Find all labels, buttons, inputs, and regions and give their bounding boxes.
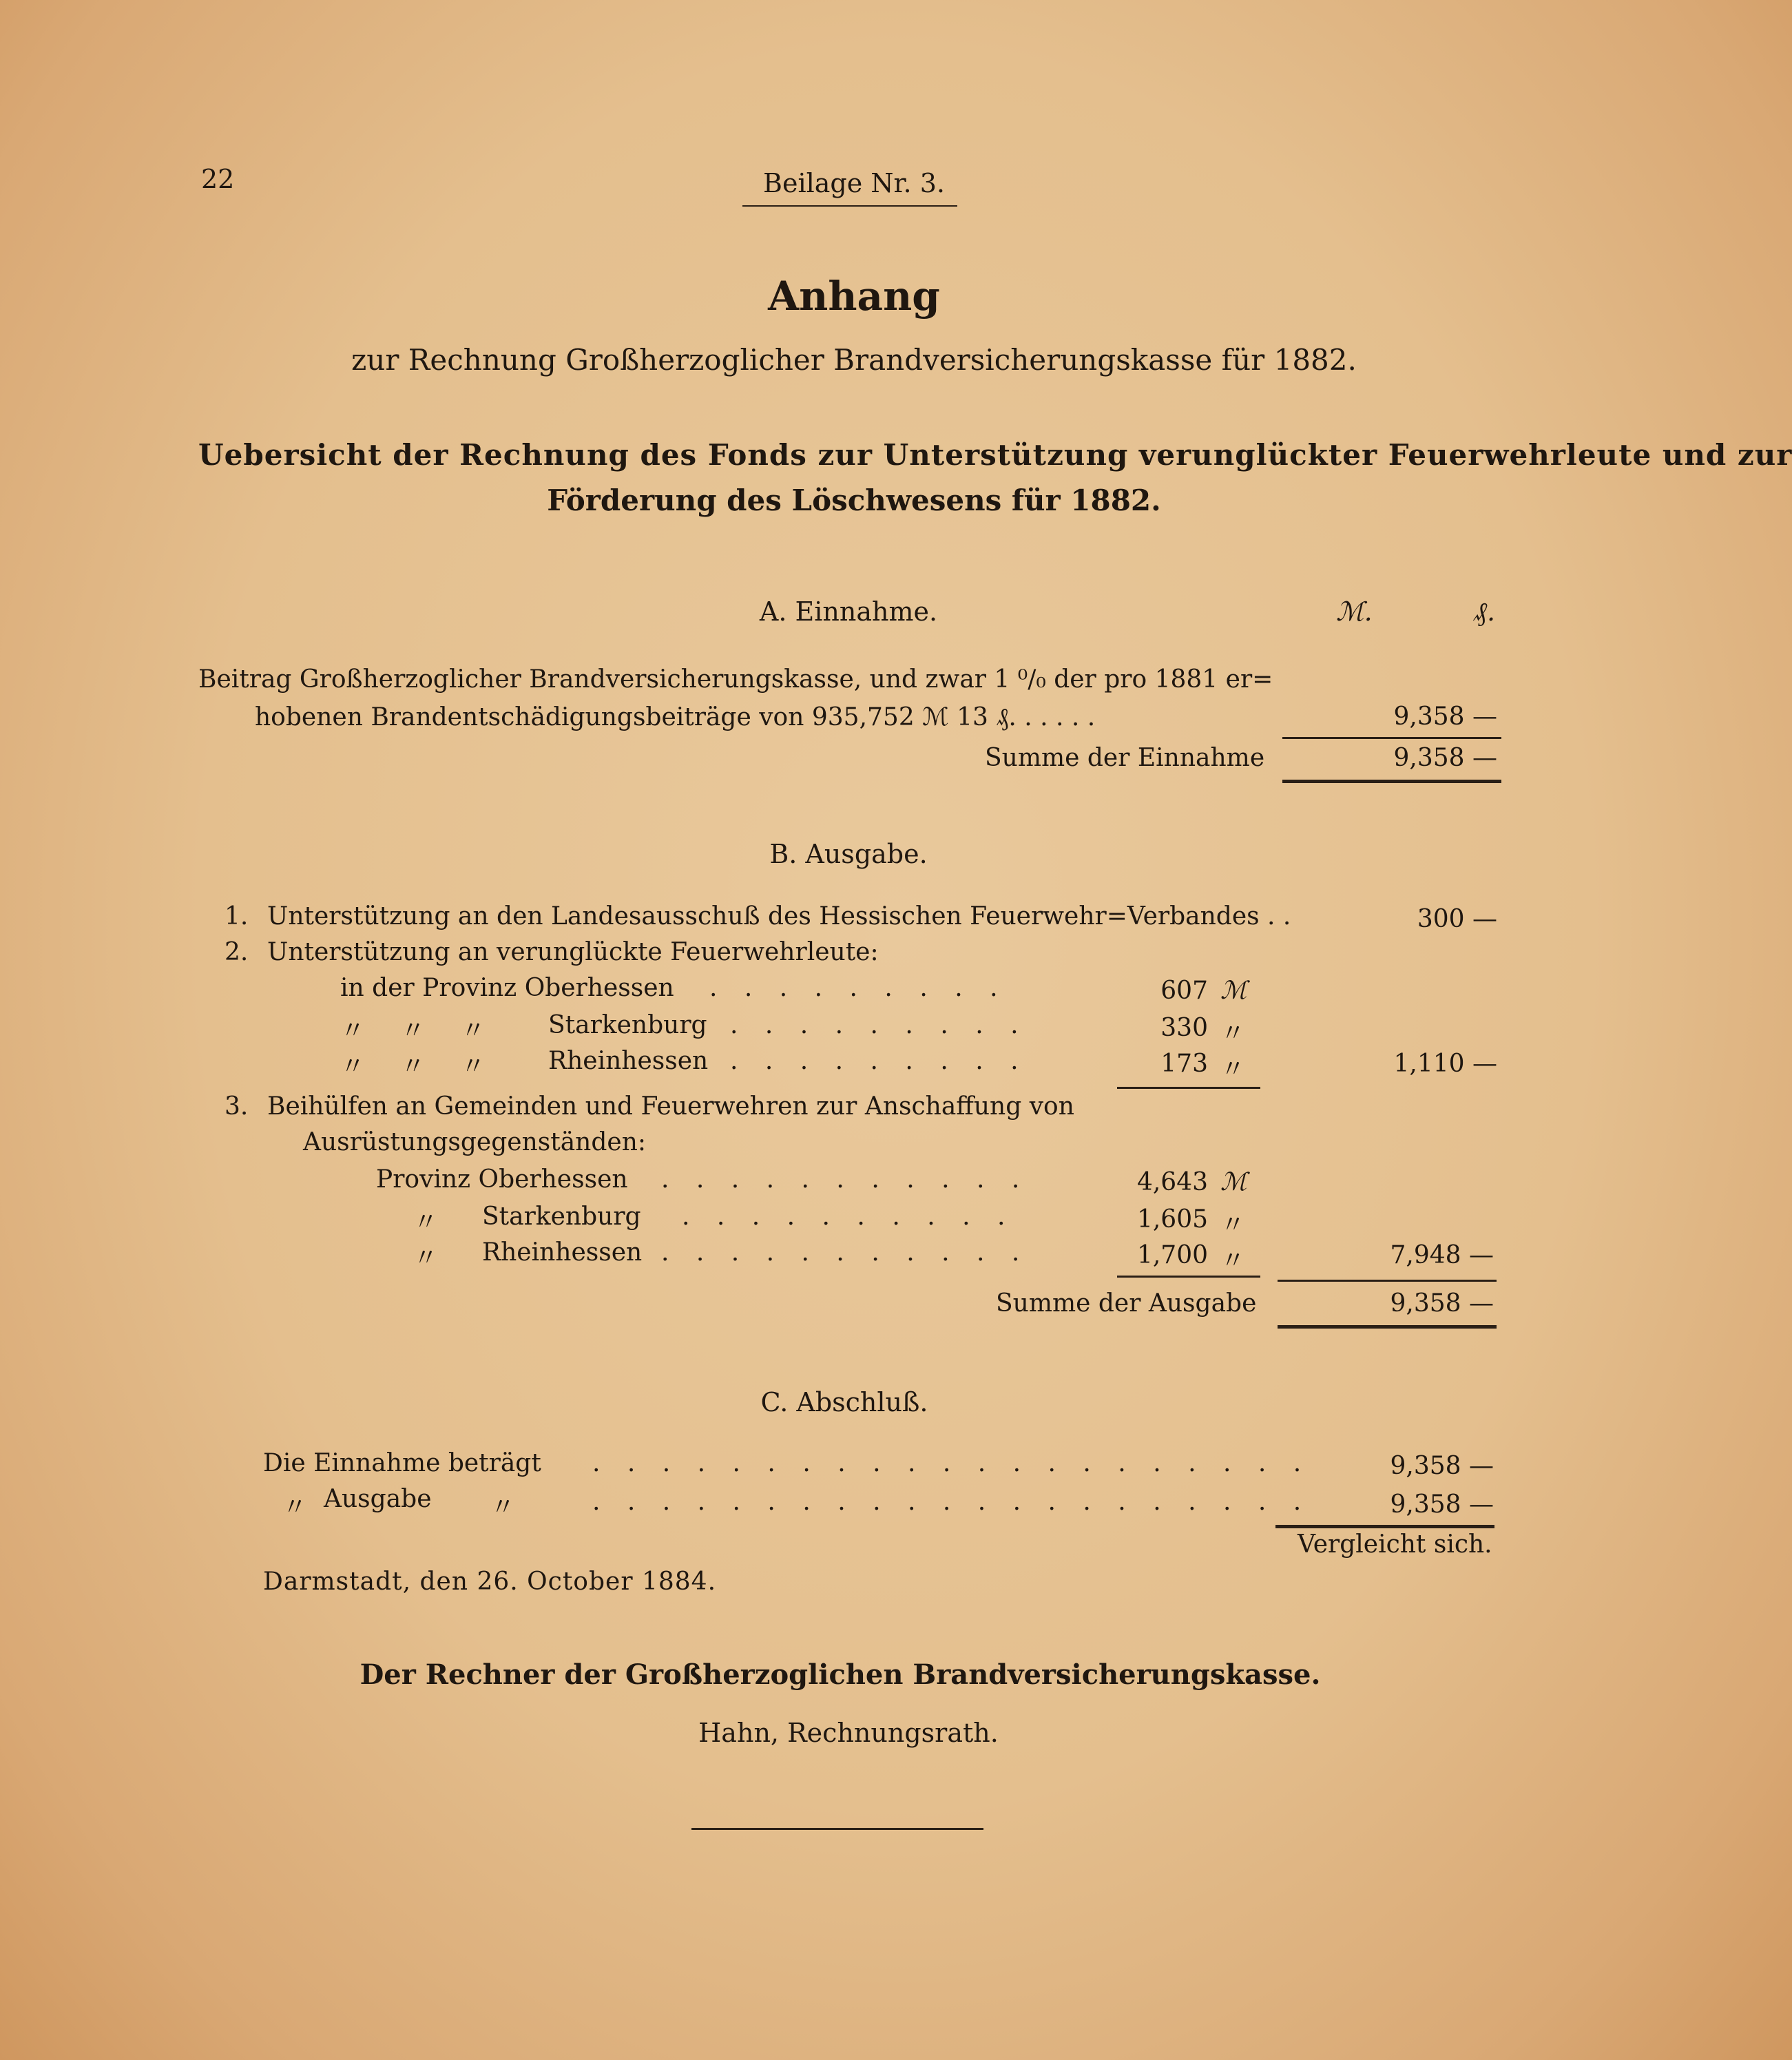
item-3-row-1-unit: ℳ: [1220, 1168, 1247, 1196]
item-3-rule: [1117, 1276, 1260, 1278]
income-amount: 9,358 —: [1393, 703, 1497, 731]
leader-dots: . . . . . . . . . . .: [661, 1238, 1030, 1267]
item-1-total: 300 —: [1417, 905, 1497, 933]
closing-row-1-amount: 9,358 —: [1390, 1452, 1494, 1480]
item-2-text: Unterstützung an verunglückte Feuerwehrleute:: [267, 938, 879, 966]
closing-row-2-label: Ausgabe: [324, 1485, 432, 1513]
main-title: Anhang: [768, 273, 940, 320]
item-2-rule: [1117, 1087, 1260, 1089]
item-2-row-2-ditto: 〃 〃 〃: [340, 1017, 486, 1045]
item-3-row-3-label: Rheinhessen: [482, 1238, 643, 1267]
page-number: 22: [201, 164, 235, 194]
item-3-text-line-2: Ausrüstungsgegenständen:: [303, 1128, 647, 1156]
closing-row-2-ditto-2: 〃: [490, 1493, 516, 1521]
closing-row-2-amount: 9,358 —: [1390, 1490, 1494, 1519]
expense-sum-amount: 9,358 —: [1390, 1289, 1494, 1318]
item-3-total: 7,948 —: [1390, 1241, 1494, 1269]
section-a-heading: A. Einnahme.: [759, 596, 938, 627]
subtitle: zur Rechnung Großherzoglicher Brandversicherungskasse für 1882.: [351, 343, 1357, 377]
signatory-title: Der Rechner der Großherzoglichen Brandversicherungskasse.: [360, 1658, 1321, 1691]
leader-dots: . . . . . . . . . . .: [661, 1165, 1030, 1194]
item-3-row-1-value: 4,643: [1136, 1168, 1208, 1196]
leader-dots: . . . . . . . . .: [730, 1011, 1028, 1039]
item-2-row-2-unit: 〃: [1220, 1019, 1246, 1048]
section-b-heading: B. Ausgabe.: [769, 839, 928, 869]
overview-line-1: Uebersicht der Rechnung des Fonds zur Unterstützung verunglückter Feuerwehrleute und zur: [198, 438, 1792, 472]
item-3-text-line-1: Beihülfen an Gemeinden und Feuerwehren zur Anschaffung von: [267, 1092, 1074, 1121]
overview-line-2: Förderung des Löschwesens für 1882.: [547, 483, 1161, 517]
item-2-row-3-label: Rheinhessen: [548, 1047, 709, 1075]
item-2-row-3-unit: 〃: [1220, 1055, 1246, 1083]
item-2-row-3-value: 173: [1160, 1050, 1208, 1078]
item-2-number: 2.: [225, 938, 249, 966]
item-3-row-3-unit: 〃: [1220, 1247, 1246, 1275]
column-pfennig-label: ₰.: [1474, 596, 1496, 627]
item-2-row-3-ditto: 〃 〃 〃: [340, 1052, 486, 1081]
item-3-row-2-label: Starkenburg: [482, 1203, 641, 1231]
leader-dots: . . . . . . . . .: [730, 1047, 1028, 1075]
income-sum-amount: 9,358 —: [1393, 744, 1497, 772]
item-2-row-2-value: 330: [1160, 1014, 1208, 1042]
leader-dots: . . . . . . . . . .: [682, 1203, 1015, 1231]
closing-row-1-label: Die Einnahme beträgt: [263, 1449, 541, 1477]
item-2-total: 1,110 —: [1393, 1050, 1497, 1078]
closing-row-2-ditto: 〃: [282, 1493, 308, 1521]
item-2-row-1-label: in der Provinz Oberhessen: [340, 974, 674, 1002]
signatory-name: Hahn, Rechnungsrath.: [698, 1718, 999, 1748]
leader-dots: . . . . . . . . . . . . . . . . . . . . .: [592, 1488, 1311, 1516]
item-3-row-2-unit: 〃: [1220, 1211, 1246, 1239]
leader-dots: . . . . . . . . .: [709, 974, 1008, 1002]
header-underline: [742, 205, 957, 207]
expense-rule: [1278, 1280, 1497, 1282]
income-sum-rule: [1282, 780, 1501, 783]
expense-sum-label: Summe der Ausgabe: [996, 1289, 1257, 1318]
item-2-row-1-value: 607: [1160, 977, 1208, 1005]
expense-sum-rule: [1278, 1325, 1497, 1329]
item-2-row-2-label: Starkenburg: [548, 1011, 707, 1039]
column-mark-label: ℳ.: [1336, 596, 1373, 627]
closing-rule: [1275, 1525, 1494, 1528]
item-3-row-2-value: 1,605: [1136, 1205, 1208, 1234]
supplement-label: Beilage Nr. 3.: [763, 168, 945, 198]
income-sum-label: Summe der Einnahme: [985, 744, 1265, 772]
item-2-row-1-unit: ℳ: [1220, 977, 1247, 1005]
section-c-heading: C. Abschluß.: [760, 1387, 928, 1417]
item-3-row-3-value: 1,700: [1136, 1241, 1208, 1269]
item-3-row-1-label: Provinz Oberhessen: [376, 1165, 628, 1194]
income-line-1: Beitrag Großherzoglicher Brandversicherungskasse, und zwar 1 ⁰/₀ der pro 1881 er=: [198, 665, 1273, 694]
balance-note: Vergleicht sich.: [1298, 1530, 1492, 1559]
leader-dots: . . . . . . . . . . . . . . . . . . . . .: [592, 1449, 1311, 1477]
item-3-number: 3.: [225, 1092, 249, 1121]
item-1-text: Unterstützung an den Landesausschuß des Hessischen Feuerwehr=Verbandes . .: [267, 902, 1291, 930]
place-date: Darmstadt, den 26. October 1884.: [263, 1568, 717, 1596]
income-line-2: hobenen Brandentschädigungsbeiträge von 935,752 ℳ 13 ₰. . . . . .: [255, 703, 1096, 731]
item-3-row-2-ditto: 〃: [413, 1208, 439, 1236]
item-3-row-3-ditto: 〃: [413, 1244, 439, 1272]
income-rule: [1282, 737, 1501, 739]
item-1-number: 1.: [225, 902, 249, 930]
footer-rule: [691, 1828, 983, 1830]
